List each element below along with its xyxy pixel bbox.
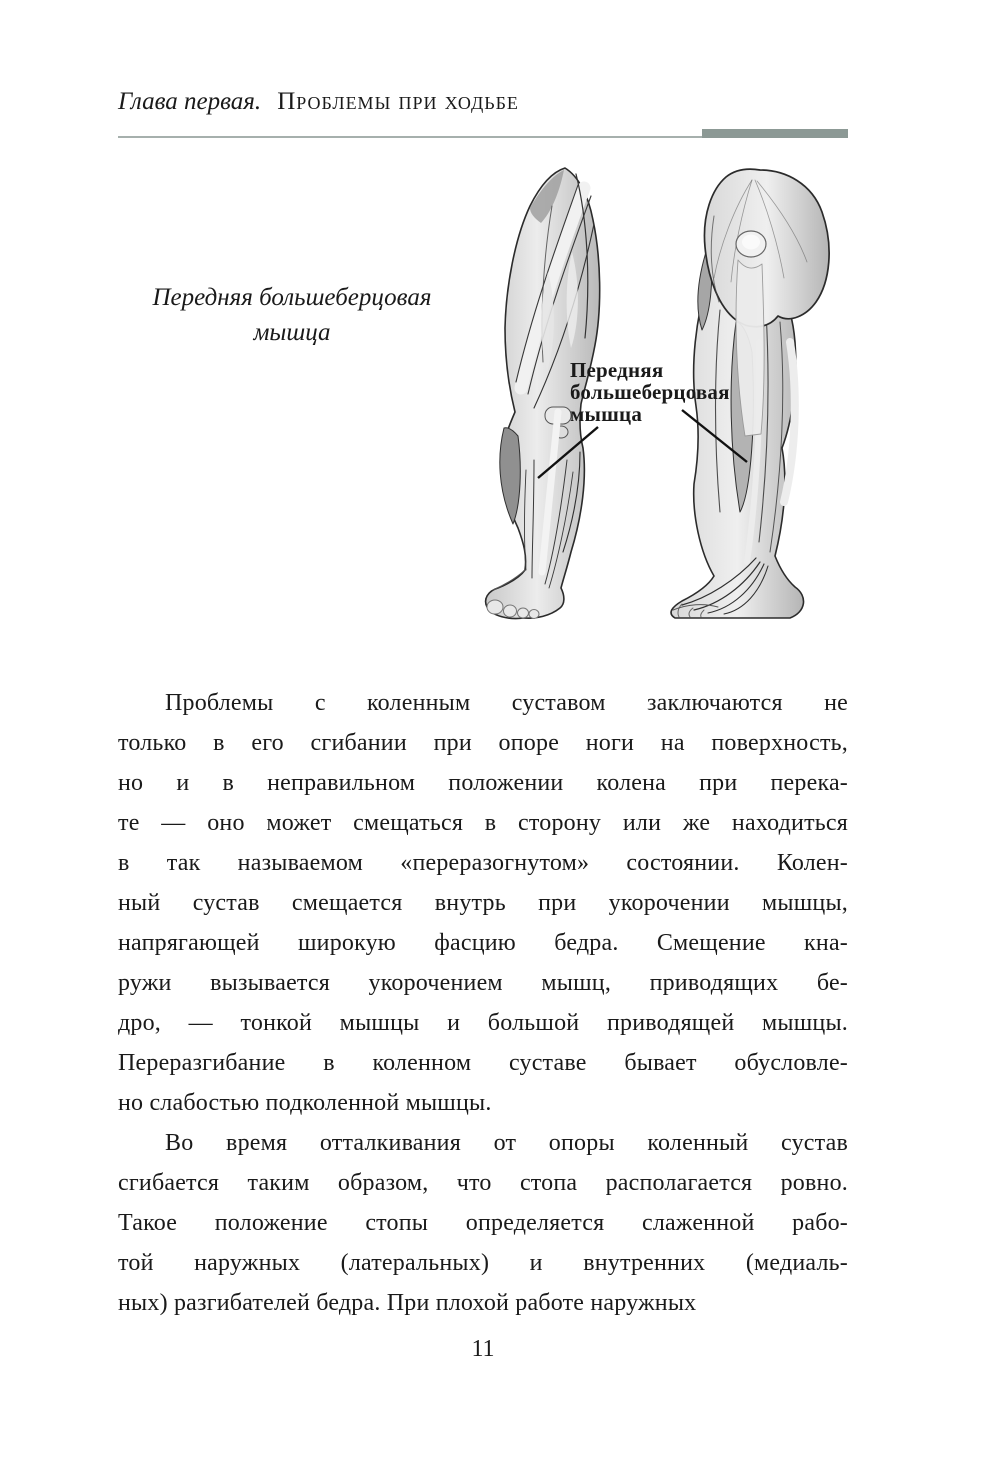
text-line: те — оно может смещаться в сторону или же находиться [118, 810, 848, 836]
text-line: но слабостью подколенной мышцы. [118, 1090, 492, 1116]
text-line: напрягающей широкую фасцию бедра. Смещение кна- [118, 930, 848, 956]
header-rule-accent [702, 129, 848, 138]
text-line: ружи вызывается укорочением мышц, приводящих бе- [118, 970, 848, 996]
figure-label-line: большеберцовая [570, 380, 730, 404]
chapter-label: Глава первая. [118, 88, 262, 115]
figure-label [570, 359, 745, 425]
text-line: той наружных (латеральных) и внутренних (медиаль- [118, 1250, 848, 1276]
text-line: в так называемом «переразогнутом» состоянии. Колен- [118, 850, 848, 876]
text-line: Проблемы с коленным суставом заключаются не [165, 690, 848, 716]
text-line: но и в неправильном положении колена при перека- [118, 770, 848, 796]
text-line: Такое положение стопы определяется слаженной рабо- [118, 1210, 848, 1236]
text-line: сгибается таким образом, что стопа располагается ровно. [118, 1170, 848, 1196]
paragraph [118, 1123, 848, 1323]
figure-label-line: мышца [570, 402, 643, 426]
page-number: 11 [471, 1336, 495, 1362]
running-header [118, 88, 848, 116]
text-line: ных) разгибателей бедра. При плохой работе наружных [118, 1290, 697, 1316]
text-line: Переразгибание в коленном суставе бывает обусловле- [118, 1050, 848, 1076]
chapter-title: Проблемы при ходьбе [277, 88, 519, 115]
text-line: ный сустав смещается внутрь при укорочении мышцы, [118, 890, 848, 916]
text-line: Во время отталкивания от опоры коленный сустав [165, 1130, 848, 1156]
figure-label-line: Передняя [570, 358, 664, 382]
figure-caption [118, 280, 466, 350]
caption-line: мышца [253, 319, 331, 346]
caption-line: Передняя большеберцовая [152, 284, 432, 311]
text-line: дро, — тонкой мышцы и большой приводящей мышцы. [118, 1010, 848, 1036]
text-line: только в его сгибании при опоре ноги на поверхность, [118, 730, 848, 756]
paragraph [118, 683, 848, 1123]
body-text [118, 683, 848, 1323]
